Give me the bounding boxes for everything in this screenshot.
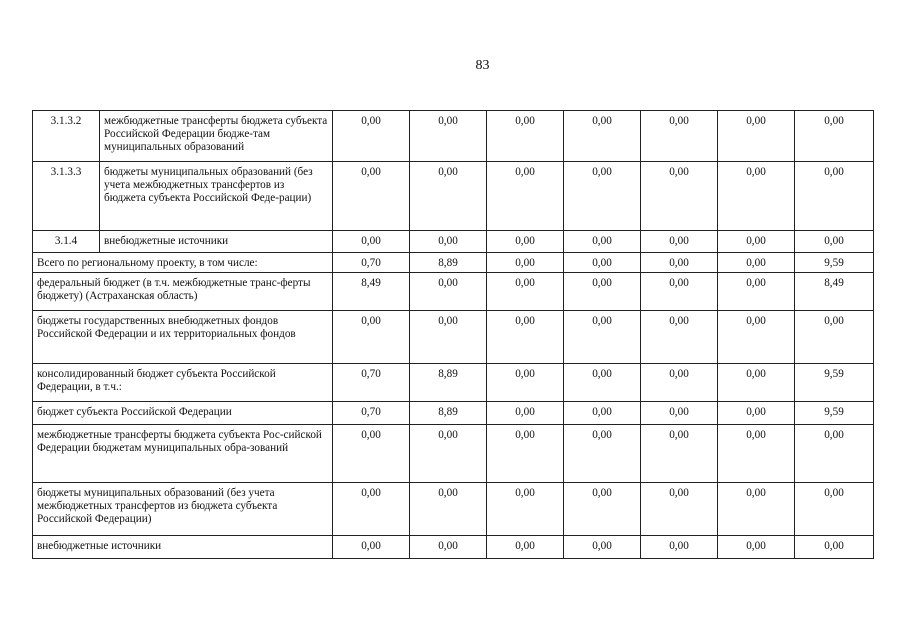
- value-cell: 0,00: [333, 483, 410, 536]
- budget-table: [32, 110, 874, 559]
- value-cell: 0,00: [564, 162, 641, 231]
- value-cell: 0,00: [795, 162, 874, 231]
- value-cell: 0,00: [564, 253, 641, 273]
- value-cell: 0,00: [641, 536, 718, 559]
- value-cell: 8,89: [410, 364, 487, 402]
- value-cell: 0,00: [487, 111, 564, 162]
- row-label: бюджеты муниципальных образований (без учета межбюджетных трансфертов из бюджета субъекта Российской Федерации): [33, 483, 333, 536]
- value-cell: 0,00: [795, 231, 874, 253]
- value-cell: 8,89: [410, 253, 487, 273]
- row-label: Всего по региональному проекту, в том числе:: [33, 253, 333, 273]
- row-code: 3.1.4: [33, 231, 100, 253]
- value-cell: 0,00: [718, 311, 795, 364]
- value-cell: 0,00: [410, 231, 487, 253]
- value-cell: 0,00: [564, 536, 641, 559]
- row-label: бюджеты государственных внебюджетных фондов Российской Федерации и их территориальных фондов: [33, 311, 333, 364]
- table-row: [33, 162, 874, 231]
- value-cell: 0,00: [487, 483, 564, 536]
- table-row: [33, 273, 874, 311]
- value-cell: 0,00: [487, 402, 564, 425]
- value-cell: 0,00: [641, 231, 718, 253]
- row-label: межбюджетные трансферты бюджета субъекта Рос-сийской Федерации бюджетам муниципальных обра-зований: [33, 425, 333, 483]
- value-cell: 0,00: [410, 536, 487, 559]
- value-cell: 0,00: [410, 483, 487, 536]
- value-cell: 0,00: [333, 536, 410, 559]
- table-row: [33, 364, 874, 402]
- value-cell: 0,00: [718, 253, 795, 273]
- value-cell: 0,00: [487, 231, 564, 253]
- value-cell: 0,00: [718, 536, 795, 559]
- value-cell: 0,00: [410, 425, 487, 483]
- row-code: 3.1.3.3: [33, 162, 100, 231]
- table-row: [33, 425, 874, 483]
- value-cell: 9,59: [795, 253, 874, 273]
- table-row: [33, 111, 874, 162]
- value-cell: 0,00: [410, 111, 487, 162]
- value-cell: 0,00: [410, 162, 487, 231]
- value-cell: 0,00: [718, 364, 795, 402]
- row-label: внебюджетные источники: [100, 231, 333, 253]
- value-cell: 0,00: [564, 231, 641, 253]
- value-cell: 0,00: [487, 425, 564, 483]
- value-cell: 0,00: [333, 425, 410, 483]
- value-cell: 0,00: [487, 273, 564, 311]
- value-cell: 0,00: [410, 311, 487, 364]
- value-cell: 0,00: [795, 111, 874, 162]
- value-cell: 0,00: [641, 425, 718, 483]
- value-cell: 0,00: [487, 536, 564, 559]
- value-cell: 0,00: [410, 273, 487, 311]
- value-cell: 0,70: [333, 253, 410, 273]
- value-cell: 0,00: [641, 253, 718, 273]
- value-cell: 0,00: [718, 425, 795, 483]
- row-label: бюджет субъекта Российской Федерации: [33, 402, 333, 425]
- value-cell: 0,00: [718, 273, 795, 311]
- value-cell: 0,00: [564, 111, 641, 162]
- value-cell: 0,00: [641, 162, 718, 231]
- value-cell: 0,70: [333, 364, 410, 402]
- value-cell: 0,00: [333, 111, 410, 162]
- value-cell: 0,00: [564, 402, 641, 425]
- value-cell: 0,00: [718, 402, 795, 425]
- table-row: [33, 311, 874, 364]
- row-label: внебюджетные источники: [33, 536, 333, 559]
- table-row: [33, 253, 874, 273]
- value-cell: 8,49: [795, 273, 874, 311]
- value-cell: 0,00: [795, 311, 874, 364]
- page-number: 83: [475, 58, 490, 73]
- row-label: федеральный бюджет (в т.ч. межбюджетные транс-ферты бюджету) (Астраханская область): [33, 273, 333, 311]
- value-cell: 0,00: [718, 111, 795, 162]
- value-cell: 0,00: [641, 311, 718, 364]
- value-cell: 0,00: [487, 311, 564, 364]
- table-row: [33, 536, 874, 559]
- value-cell: 0,70: [333, 402, 410, 425]
- value-cell: 8,89: [410, 402, 487, 425]
- value-cell: 0,00: [564, 425, 641, 483]
- value-cell: 0,00: [564, 364, 641, 402]
- value-cell: 0,00: [641, 273, 718, 311]
- value-cell: 0,00: [333, 162, 410, 231]
- value-cell: 0,00: [795, 483, 874, 536]
- value-cell: 0,00: [487, 162, 564, 231]
- value-cell: 0,00: [333, 311, 410, 364]
- value-cell: 0,00: [641, 402, 718, 425]
- row-label: межбюджетные трансферты бюджета субъекта Российской Федерации бюдже-там муниципальных образований: [100, 111, 333, 162]
- row-code: 3.1.3.2: [33, 111, 100, 162]
- value-cell: 0,00: [487, 364, 564, 402]
- value-cell: 8,49: [333, 273, 410, 311]
- table-row: [33, 231, 874, 253]
- value-cell: 0,00: [795, 536, 874, 559]
- value-cell: 0,00: [718, 162, 795, 231]
- table-row: [33, 402, 874, 425]
- value-cell: 0,00: [718, 231, 795, 253]
- value-cell: 0,00: [564, 483, 641, 536]
- value-cell: 0,00: [641, 111, 718, 162]
- value-cell: 0,00: [564, 273, 641, 311]
- value-cell: 0,00: [718, 483, 795, 536]
- value-cell: 0,00: [795, 425, 874, 483]
- value-cell: 9,59: [795, 402, 874, 425]
- row-label: бюджеты муниципальных образований (без учета межбюджетных трансфертов из бюджета субъекта Российской Феде-рации): [100, 162, 333, 231]
- value-cell: 0,00: [641, 364, 718, 402]
- value-cell: 0,00: [564, 311, 641, 364]
- value-cell: 9,59: [795, 364, 874, 402]
- value-cell: 0,00: [641, 483, 718, 536]
- row-label: консолидированный бюджет субъекта Российской Федерации, в т.ч.:: [33, 364, 333, 402]
- table-row: [33, 483, 874, 536]
- value-cell: 0,00: [333, 231, 410, 253]
- value-cell: 0,00: [487, 253, 564, 273]
